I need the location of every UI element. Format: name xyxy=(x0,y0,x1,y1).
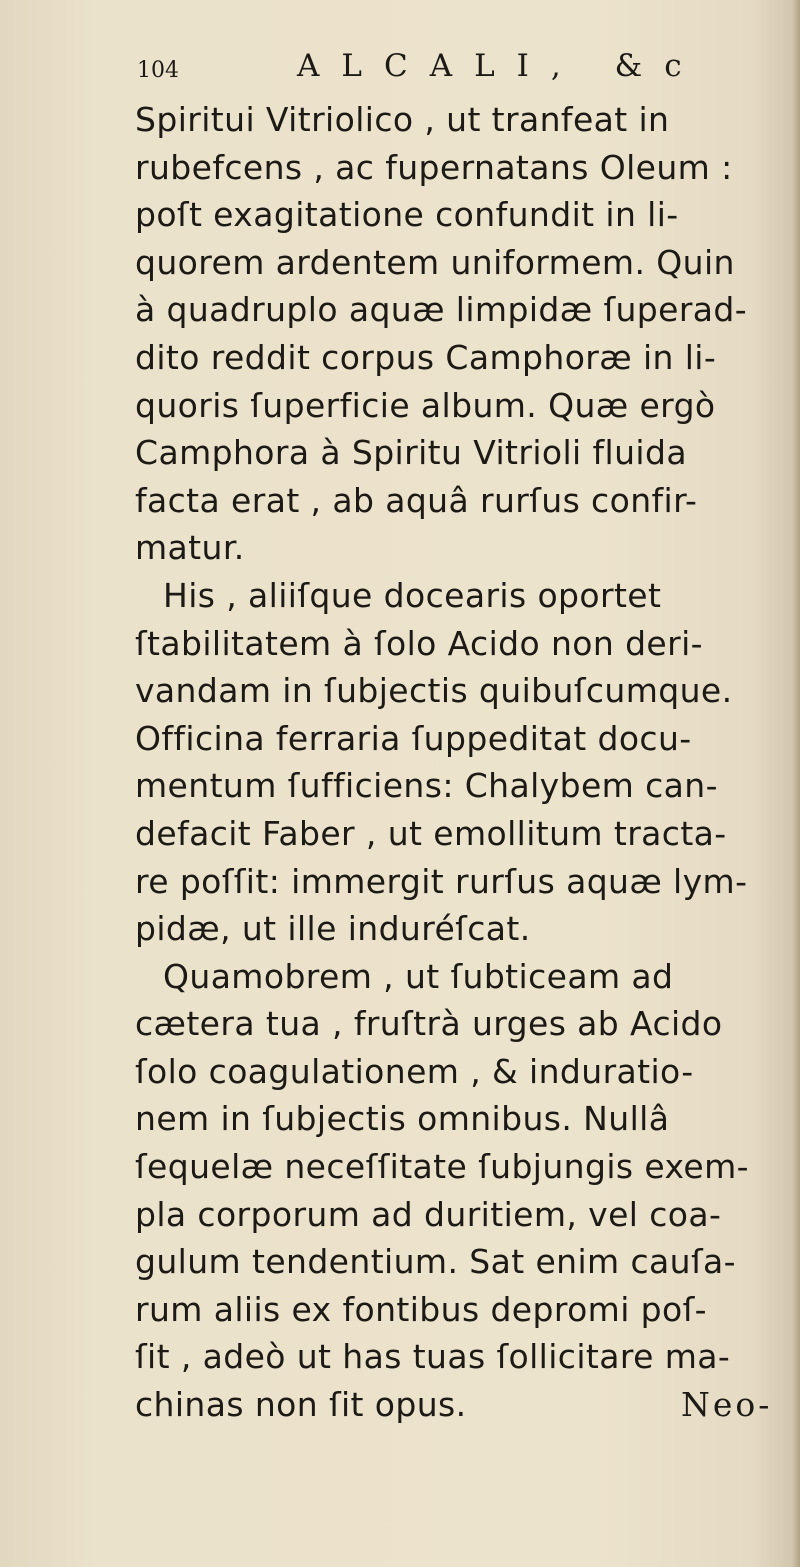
text-line: ſtabilitatem à ſolo Acido non deri- xyxy=(135,623,703,663)
text-line: chinas non ſit opus. xyxy=(135,1385,467,1425)
text-line: His , aliiſque docearis oportet xyxy=(163,575,662,615)
running-head: ALCALI, &c xyxy=(297,48,704,84)
catchword: Neo- xyxy=(681,1385,773,1424)
paragraph-1 xyxy=(135,96,795,572)
text-line: matur. xyxy=(135,528,245,568)
text-line: rum aliis ex fontibus depromi poſ- xyxy=(135,1289,707,1329)
paragraph-2 xyxy=(135,572,795,953)
text-line: defacit Faber , ut emollitum tracta- xyxy=(135,813,727,853)
text-line: quoris ſuperficie album. Quæ ergò xyxy=(135,385,716,425)
page-number: 104 xyxy=(137,58,179,83)
text-line: à quadruplo aquæ limpidæ ſuperad- xyxy=(135,290,748,330)
text-line: Quamobrem , ut ſubticeam ad xyxy=(163,956,674,996)
text-line: poſt exagitatione confundit in li- xyxy=(135,195,679,235)
text-line: pla corporum ad duritiem, vel coa- xyxy=(135,1194,722,1234)
text-line: quorem ardentem uniformem. Quin xyxy=(135,242,735,282)
paragraph-3 xyxy=(135,953,795,1429)
text-line: facta erat , ab aquâ rurſus confir- xyxy=(135,480,698,520)
text-line: cætera tua , fruſtrà urges ab Acido xyxy=(135,1004,723,1044)
text-line: re poſſit: immergit rurſus aquæ lym- xyxy=(135,861,748,901)
text-line: rubefcens , ac fupernatans Oleum : xyxy=(135,147,733,187)
text-line: Officina ferraria ſuppeditat docu- xyxy=(135,718,692,758)
text-line: ſequelæ neceſſitate ſubjungis exem- xyxy=(135,1147,749,1187)
text-line: vandam in ſubjectis quibuſcumque. xyxy=(135,671,733,711)
page-header xyxy=(137,48,704,88)
text-line: mentum ſufficiens: Chalybem can- xyxy=(135,766,718,806)
body-text xyxy=(135,96,795,1429)
text-line: dito reddit corpus Camphoræ in li- xyxy=(135,337,717,377)
text-line: pidæ, ut ille induréſcat. xyxy=(135,909,531,949)
text-line: ſolo coagulationem , & induratio- xyxy=(135,1051,694,1091)
text-line: ſit , adeò ut has tuas ſollicitare ma- xyxy=(135,1337,731,1377)
text-line: Spiritui Vitriolico , ut tranfeat in xyxy=(135,100,670,139)
text-line: nem in ſubjectis omnibus. Nullâ xyxy=(135,1099,670,1139)
text-line: gulum tendentium. Sat enim cauſa- xyxy=(135,1242,736,1282)
text-line: Camphora à Spiritu Vitrioli fluida xyxy=(135,433,687,473)
